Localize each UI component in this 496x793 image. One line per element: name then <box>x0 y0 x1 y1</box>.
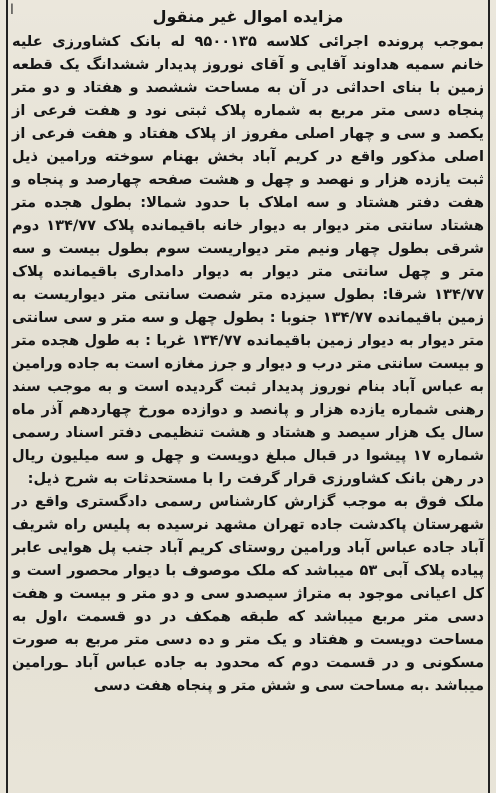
notice-paragraph-2: ملک فوق به موجب گزارش کارشناس رسمی دادگستری واقع در شهرستان پاکدشت جاده تهران مشهد نرسیده به پلیس راه شریف آباد جاده عباس آباد ورامین روستای کریم آباد جنب پل هوایی عابر پیاده پلاک آبی ۵۳ میباشد که ملک موصوف با دیوار محصور است و کل اعیانی موجود به متراژ سیصدو سی و دو متر و بیست و هفت دسی متر مربع میباشد که طبقه همکف در دو قسمت ،اول به مساحت دویست و هفتاد و یک متر و ده دسی متر مربع به صورت مسکونی و در قسمت دوم که محدود به جاده عباس آباد ـورامین میباشد .به مساحت سی و شش متر و پنجاه هفت دسی <box>12 493 484 694</box>
notice-title: مزایده اموال غیر منقول <box>152 7 344 26</box>
auction-notice <box>12 6 484 697</box>
corner-mark: ا <box>10 2 14 18</box>
right-column-rule <box>488 0 490 793</box>
notice-body <box>12 30 484 697</box>
notice-paragraph-1: بموجب پرونده اجرائی کلاسه ۹۵۰۰۱۳۵ له بانک کشاورزی علیه خانم سمیه هداوند آقایی و آقای نوروز پدیدار ششدانگ یک قطعه زمین با بنای احداثی در آن به مساحت ششصد و هفتاد و دو متر پنجاه دسی متر مربع به شماره پلاک ثبتی نود و هفت فرعی از یکصد و سی و چهار اصلی مفروز از پلاک هفتاد و هفت فرعی از اصلی مذکور واقع در کریم آباد بخش بهنام سوخته ورامین ذیل ثبت یازده هزار و نهصد و چهل و هشت صفحه چهارصد و پنجاه و هفت دفتر هشتاد و سه املاک با حدود شمالا: بطول هجده متر هشتاد سانتی متر دیوار به دیوار خانه باقیمانده پلاک ۱۳۴/۷۷ دوم شرقی بطول چهار ونیم متر دیواریست سوم بطول بیست و سه متر و چهل سانتی متر دیوار به دیوار دامداری باقیمانده پلاک ۱۳۴/۷۷ شرقا: بطول سیزده متر شصت سانتی متر دیواریست به زمین باقیمانده ۱۳۴/۷۷ جنوبا : بطول چهل و سه متر و سی سانتی متر دیوار به دیوار زمین باقیمانده ۱۳۴/۷۷ غربا : به طول هجده متر و بیست سانتی متر درب و دیوار و جرز مغازه است به جاده ورامین به عباس آباد بنام نوروز پدیدار ثبت گردیده است و به موجب سند رهنی شماره یازده هزار و پانصد و دوازده مورخ چهاردهم آذر ماه سال یک هزار سیصد و هشتاد و هشت تنظیمی دفتر اسناد رسمی شماره ۱۷ پیشوا در قبال مبلغ دویست و چهل و سه میلیون ریال در رهن بانک کشاورزی قرار گرفت را با مستحدثات به شرح ذیل: <box>12 33 484 487</box>
left-column-rule <box>6 0 8 793</box>
